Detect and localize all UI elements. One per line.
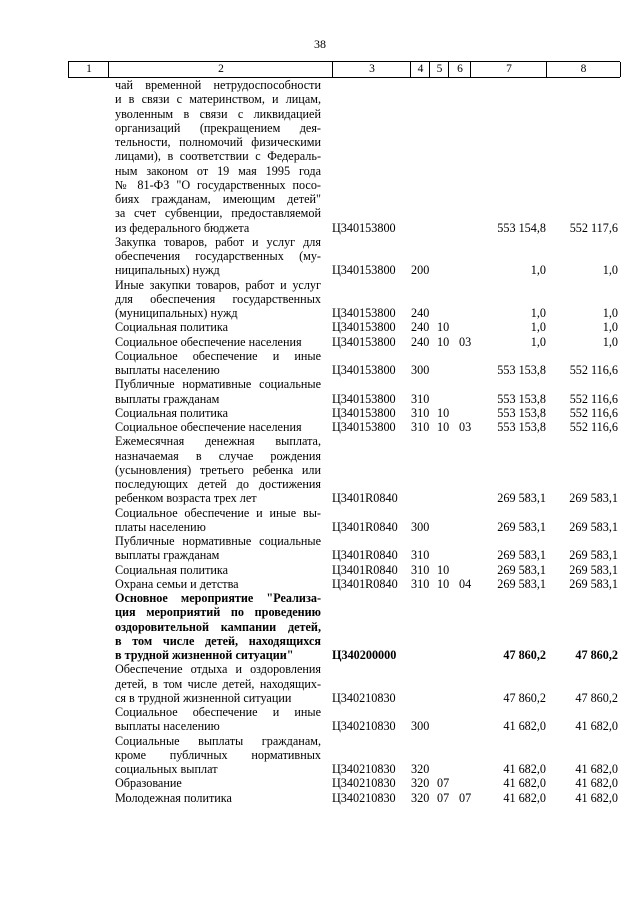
row-name-line: назначаемая в случае рождения: [115, 448, 321, 463]
row-name-line: детей, в том числе детей, находящих-: [115, 676, 321, 691]
row-name: [115, 78, 321, 235]
row-name-line: за счет субвенции, предоставляемой: [115, 206, 321, 221]
table-row: [0, 335, 640, 349]
row-name-line: кроме публичных нормативных: [115, 747, 321, 762]
row-name: [115, 791, 321, 805]
row-amount-1: 553 153,8: [497, 420, 546, 434]
row-amount-1: 553 154,8: [497, 220, 546, 235]
row-name-line: выплаты гражданам: [115, 391, 220, 406]
table-row: [0, 377, 640, 406]
row-amount-2: 47 860,2: [575, 648, 618, 662]
row-amount-2: 41 682,0: [575, 719, 618, 734]
row-amount-1: 553 153,8: [497, 363, 546, 377]
row-name-line: выплаты населению: [115, 363, 220, 377]
table-row: [0, 662, 640, 705]
row-code: Ц340153800: [332, 320, 396, 335]
table-row: [0, 534, 640, 563]
row-expense-type: 310: [411, 420, 430, 434]
row-name-line: Закупка товаров, работ и услуг для: [115, 234, 321, 249]
row-amount-2: 552 116,6: [569, 405, 618, 420]
row-expense-type: 240: [411, 334, 430, 349]
header-col-5: 5: [429, 62, 449, 77]
row-code: Ц340153800: [332, 334, 396, 349]
row-name: [115, 278, 321, 321]
row-name-line: (усыновления) третьего ребенка или: [115, 462, 321, 477]
row-section: 10: [437, 320, 450, 335]
row-amount-1: 553 153,8: [497, 405, 546, 420]
header-col-1: 1: [68, 62, 109, 77]
row-amount-1: 269 583,1: [497, 491, 546, 506]
row-name: [115, 705, 321, 734]
row-code: Ц340210830: [332, 690, 396, 705]
row-name-line: Охрана семьи и детства: [115, 576, 239, 591]
row-name-line: Социальная политика: [115, 320, 229, 335]
row-section: 07: [437, 790, 450, 805]
row-code: Ц340153800: [332, 263, 396, 278]
row-amount-1: 41 682,0: [503, 790, 546, 805]
row-name: [115, 335, 321, 349]
row-name-line: биях гражданам, имеющим детей": [115, 192, 321, 206]
row-expense-type: 300: [411, 363, 430, 377]
row-amount-1: 41 682,0: [503, 719, 546, 734]
row-expense-type: 300: [411, 519, 430, 534]
row-name-line: Социальное обеспечение населения: [115, 334, 302, 349]
row-name-line: Ежемесячная денежная выплата,: [115, 434, 321, 449]
row-name-line: ниципальных) нужд: [115, 263, 220, 278]
row-amount-1: 553 153,8: [497, 391, 546, 406]
table-row: [0, 406, 640, 420]
table-row: [0, 591, 640, 662]
row-section: 10: [437, 576, 450, 591]
row-name-line: Обеспечение отдыха и оздоровления: [115, 662, 321, 677]
row-amount-1: 269 583,1: [497, 548, 546, 563]
row-name-line: (муниципальных) нужд: [115, 306, 238, 320]
row-amount-2: 1,0: [602, 320, 618, 335]
row-name-line: из федерального бюджета: [115, 220, 250, 235]
row-name-line: в трудной жизненной ситуации": [115, 648, 294, 662]
row-amount-1: 1,0: [530, 263, 546, 278]
table-row: [0, 420, 640, 434]
row-name-line: Социальное обеспечение населения: [115, 420, 302, 434]
row-code: Ц3401R0840: [332, 548, 398, 563]
row-name-line: Социальное обеспечение и иные: [115, 348, 321, 363]
row-name-line: лицами), в соответствии с Федераль-: [115, 149, 321, 164]
row-amount-2: 269 583,1: [569, 576, 618, 591]
row-name-line: Основное мероприятие "Реализа-: [115, 591, 321, 605]
row-amount-1: 269 583,1: [497, 519, 546, 534]
budget-table-body: [0, 78, 640, 805]
row-code: Ц3401R0840: [332, 576, 398, 591]
header-col-8: 8: [546, 62, 621, 77]
row-amount-1: 269 583,1: [497, 562, 546, 577]
row-section: 10: [437, 405, 450, 420]
row-name: [115, 776, 321, 790]
row-expense-type: 320: [411, 776, 430, 791]
row-name-line: выплаты населению: [115, 719, 220, 734]
row-subsection: 03: [459, 334, 472, 349]
row-name: [115, 506, 321, 535]
table-row: [0, 78, 640, 235]
row-name-line: Социальная политика: [115, 562, 229, 577]
row-expense-type: 300: [411, 719, 430, 734]
row-name: [115, 349, 321, 378]
row-section: 10: [437, 562, 450, 577]
row-name: [115, 406, 321, 420]
row-amount-2: 552 116,6: [569, 420, 618, 434]
row-name-line: и в связи с материнством, и лицам,: [115, 92, 321, 107]
row-amount-2: 269 583,1: [569, 519, 618, 534]
row-code: Ц340153800: [332, 405, 396, 420]
row-section: 10: [437, 420, 450, 434]
table-row: [0, 791, 640, 805]
table-row: [0, 235, 640, 278]
row-amount-2: 1,0: [602, 263, 618, 278]
row-amount-2: 1,0: [602, 306, 618, 320]
row-expense-type: 320: [411, 790, 430, 805]
row-name-line: последующих детей до достижения: [115, 477, 321, 491]
row-name-line: организаций (прекращением дея-: [115, 120, 321, 135]
row-code: Ц340153800: [332, 363, 396, 377]
row-name-line: ся в трудной жизненной ситуации: [115, 690, 292, 705]
row-name: [115, 434, 321, 505]
row-name: [115, 734, 321, 777]
table-row: [0, 577, 640, 591]
row-expense-type: 320: [411, 762, 430, 776]
table-row: [0, 278, 640, 321]
row-amount-2: 41 682,0: [575, 776, 618, 791]
row-amount-1: 41 682,0: [503, 776, 546, 791]
row-name-line: выплаты гражданам: [115, 548, 220, 563]
row-name: [115, 420, 321, 434]
row-name-line: Социальное обеспечение и иные вы-: [115, 505, 321, 520]
header-col-6: 6: [448, 62, 471, 77]
row-name: [115, 320, 321, 334]
row-amount-1: 41 682,0: [503, 762, 546, 776]
table-row: [0, 776, 640, 790]
row-name-line: платы населению: [115, 519, 206, 534]
table-row: [0, 705, 640, 734]
row-name: [115, 591, 321, 662]
row-section: 07: [437, 776, 450, 791]
row-name-line: Молодежная политика: [115, 790, 232, 805]
table-row: [0, 434, 640, 505]
page-number: 38: [314, 37, 326, 51]
row-expense-type: 240: [411, 306, 430, 320]
row-amount-2: 269 583,1: [569, 491, 618, 506]
row-name-line: чай временной нетрудоспособности: [115, 78, 321, 92]
row-subsection: 07: [459, 790, 472, 805]
row-code: Ц3401R0840: [332, 491, 398, 506]
row-expense-type: 240: [411, 320, 430, 335]
row-code: Ц340210830: [332, 790, 396, 805]
row-name-line: для обеспечения государственных: [115, 291, 321, 306]
row-code: Ц3401R0840: [332, 562, 398, 577]
table-row: [0, 734, 640, 777]
row-amount-2: 552 116,6: [569, 363, 618, 377]
row-name: [115, 235, 321, 278]
row-name-line: Публичные нормативные социальные: [115, 377, 321, 392]
row-name-line: в том числе детей, находящихся: [115, 633, 321, 648]
row-name-line: № 81-ФЗ "О государственных посо-: [115, 177, 321, 192]
header-col-4: 4: [410, 62, 430, 77]
row-amount-2: 41 682,0: [575, 790, 618, 805]
row-expense-type: 200: [411, 263, 430, 278]
row-code: Ц340210830: [332, 762, 396, 776]
row-amount-2: 552 117,6: [569, 220, 618, 235]
row-name: [115, 534, 321, 563]
row-name-line: ция мероприятий по проведению: [115, 605, 321, 620]
table-row: [0, 506, 640, 535]
row-amount-2: 1,0: [602, 334, 618, 349]
row-name-line: Социальная политика: [115, 405, 229, 420]
row-code: Ц340210830: [332, 719, 396, 734]
row-code: Ц340153800: [332, 420, 396, 434]
row-expense-type: 310: [411, 576, 430, 591]
row-amount-2: 552 116,6: [569, 391, 618, 406]
row-name-line: Социальные выплаты гражданам,: [115, 733, 321, 748]
header-col-3: 3: [332, 62, 411, 77]
row-name-line: Иные закупки товаров, работ и услуг: [115, 277, 321, 292]
row-code: Ц340153800: [332, 306, 396, 320]
row-expense-type: 310: [411, 548, 430, 563]
row-expense-type: 310: [411, 562, 430, 577]
row-section: 10: [437, 334, 450, 349]
row-name-line: обеспечения государственных (му-: [115, 249, 321, 263]
table-header: [68, 61, 620, 78]
row-amount-1: 47 860,2: [503, 690, 546, 705]
row-name: [115, 377, 321, 406]
row-amount-2: 41 682,0: [575, 762, 618, 776]
row-code: Ц340200000: [332, 648, 397, 662]
row-code: Ц340153800: [332, 220, 396, 235]
row-name: [115, 563, 321, 577]
row-amount-2: 269 583,1: [569, 548, 618, 563]
table-row: [0, 563, 640, 577]
row-name-line: оздоровительной кампании детей,: [115, 619, 321, 634]
row-expense-type: 310: [411, 405, 430, 420]
row-name: [115, 662, 321, 705]
table-row: [0, 320, 640, 334]
row-name-line: Образование: [115, 776, 182, 791]
row-amount-1: 1,0: [530, 320, 546, 335]
row-code: Ц3401R0840: [332, 519, 398, 534]
row-amount-1: 269 583,1: [497, 576, 546, 591]
row-name-line: тельности, полномочий физическими: [115, 135, 321, 149]
row-name-line: уволенным в связи с ликвидацией: [115, 106, 321, 121]
row-name-line: Социальное обеспечение и иные: [115, 705, 321, 719]
header-col-7: 7: [470, 62, 547, 77]
row-subsection: 03: [459, 420, 472, 434]
row-name-line: ным законом от 19 мая 1995 года: [115, 163, 321, 178]
row-subsection: 04: [459, 576, 472, 591]
row-code: Ц340153800: [332, 391, 396, 406]
row-amount-2: 269 583,1: [569, 562, 618, 577]
row-name-line: ребенком возраста трех лет: [115, 491, 257, 506]
row-amount-2: 47 860,2: [575, 690, 618, 705]
row-expense-type: 310: [411, 391, 430, 406]
row-name-line: социальных выплат: [115, 762, 218, 776]
table-row: [0, 349, 640, 378]
row-name-line: Публичные нормативные социальные: [115, 534, 321, 548]
row-amount-1: 47 860,2: [503, 648, 546, 662]
row-name: [115, 577, 321, 591]
row-amount-1: 1,0: [530, 334, 546, 349]
row-code: Ц340210830: [332, 776, 396, 791]
row-amount-1: 1,0: [530, 306, 546, 320]
header-col-2: 2: [108, 62, 333, 77]
